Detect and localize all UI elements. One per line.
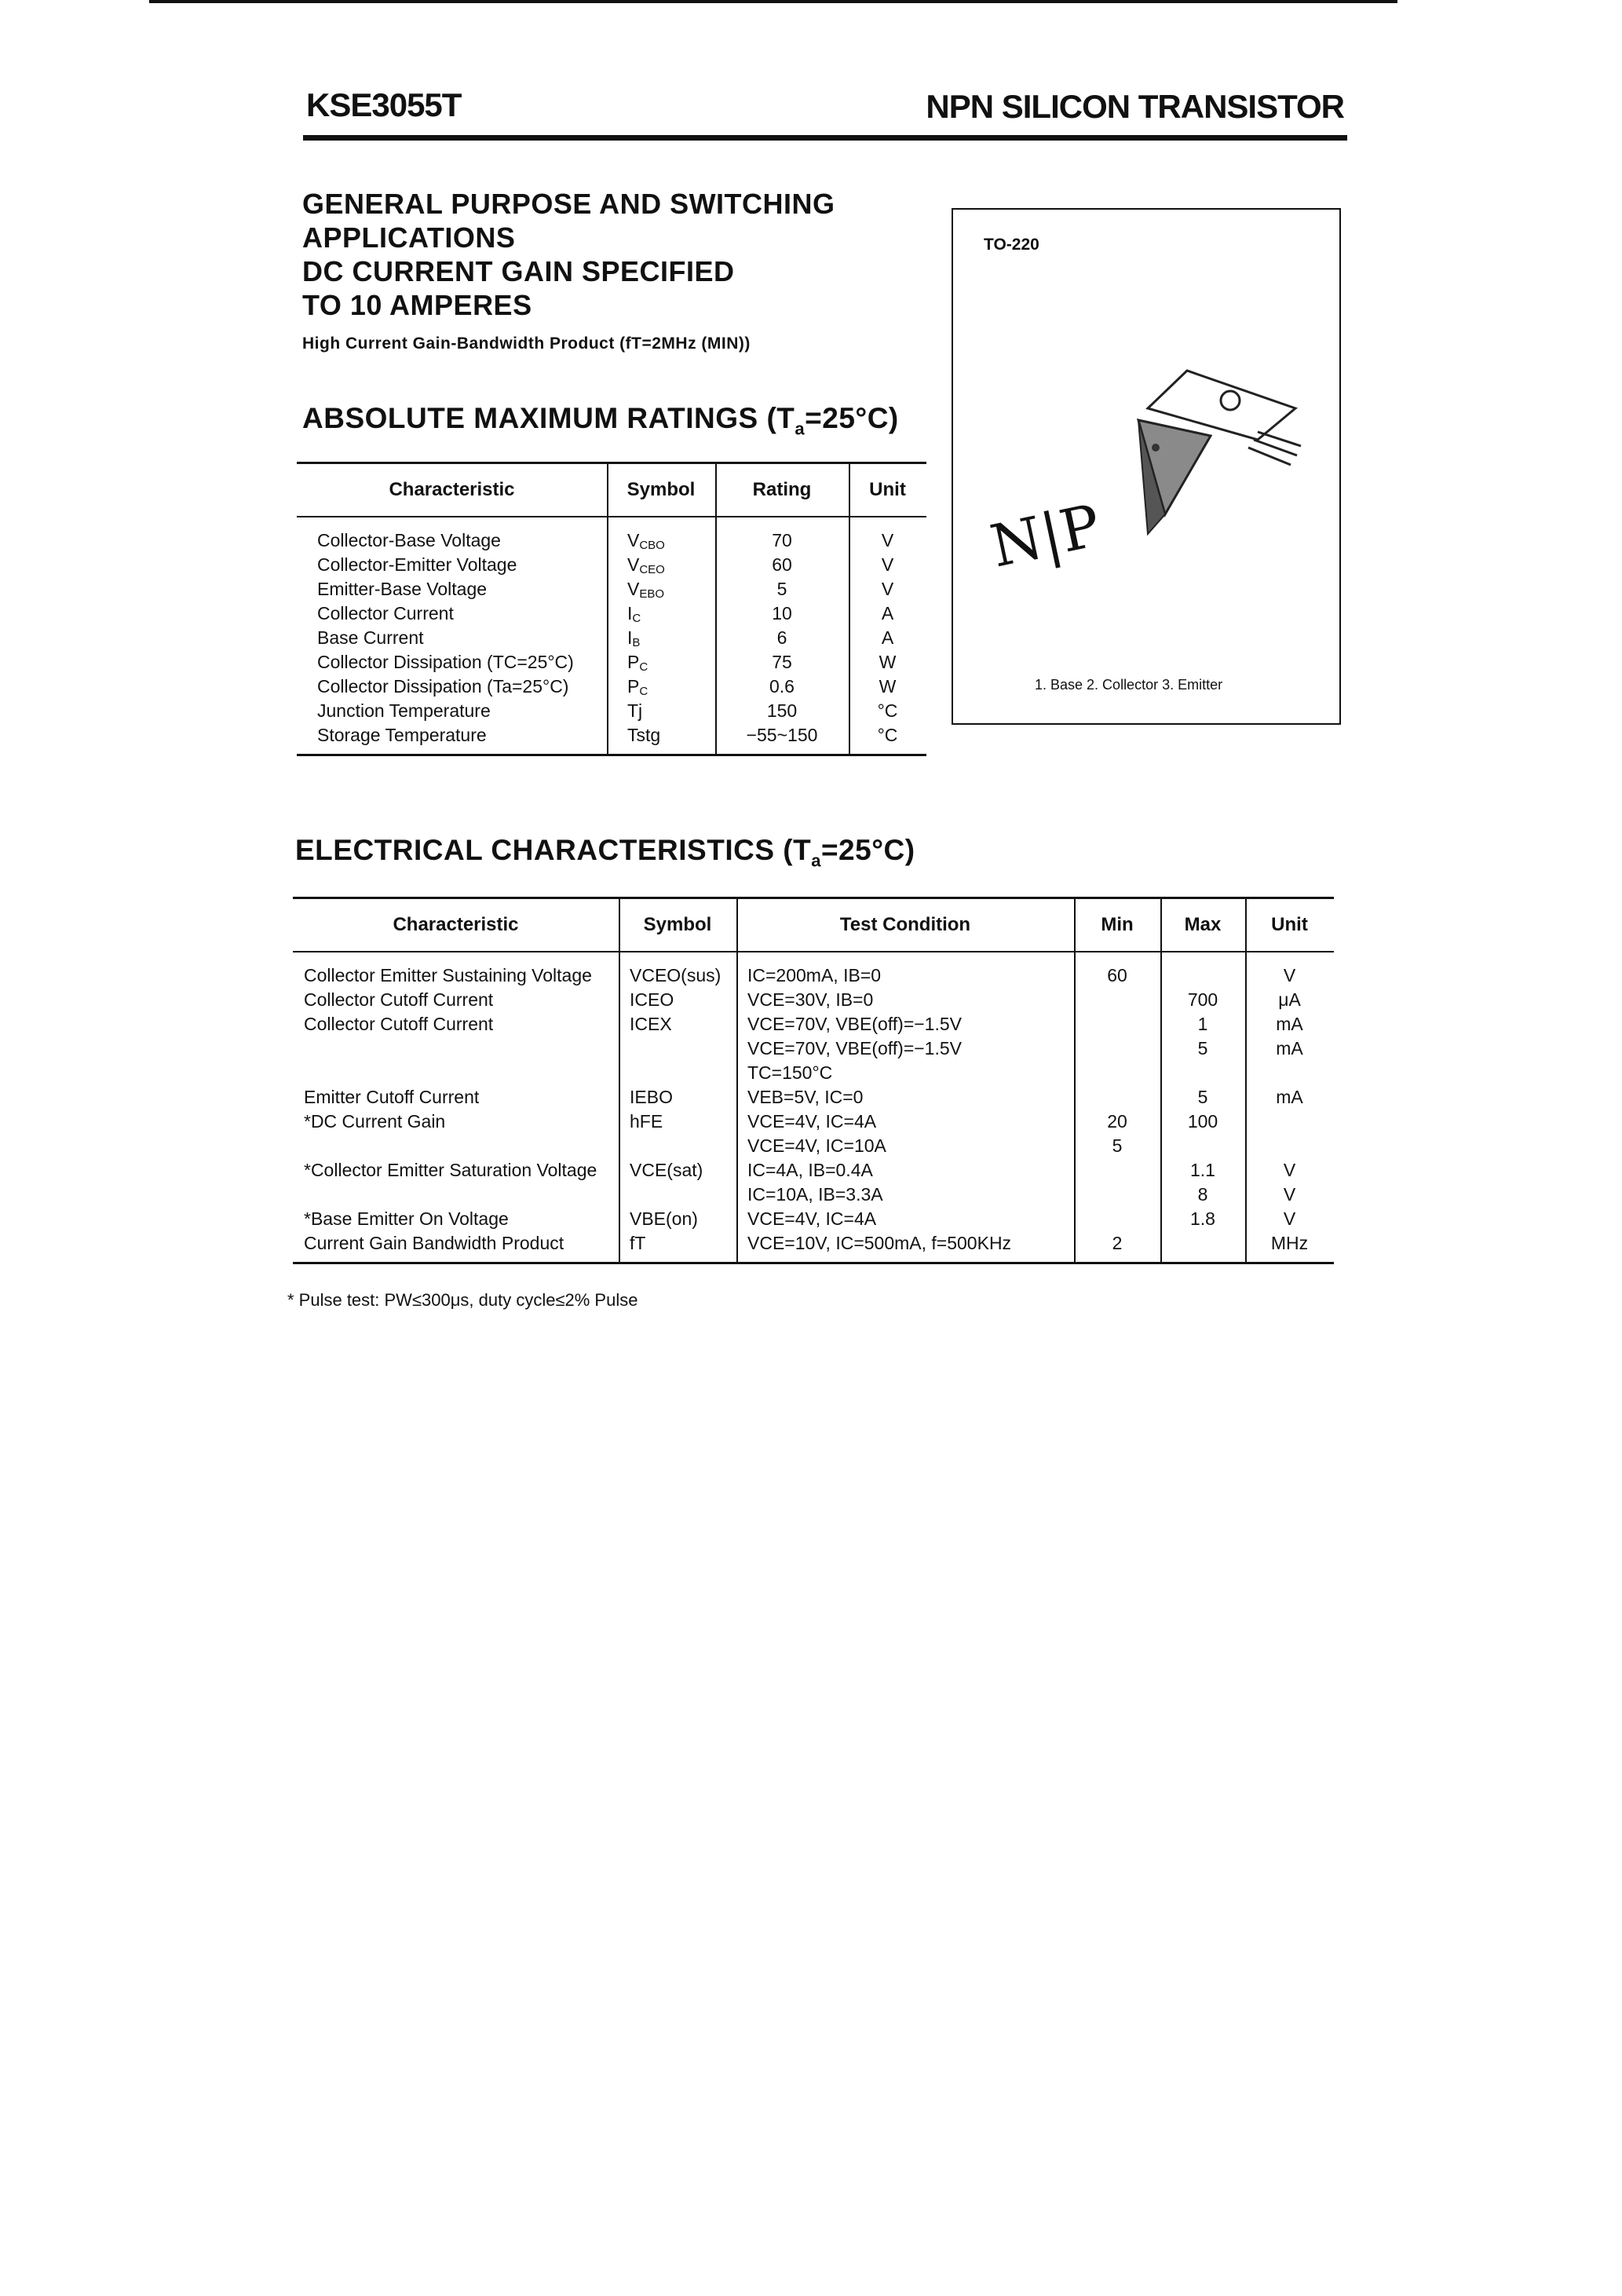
cell-characteristic: Collector Dissipation (TC=25°C) <box>317 652 574 672</box>
column-separator <box>715 464 717 754</box>
cell-symbol: VCEO(sus) <box>630 965 721 985</box>
top-rule <box>149 0 1397 3</box>
header-symbol: Symbol <box>627 479 696 500</box>
features <box>302 187 835 353</box>
header-unit: Unit <box>1271 914 1308 935</box>
cell-characteristic: Collector-Base Voltage <box>317 530 501 550</box>
cell-min: 5 <box>1112 1135 1123 1156</box>
column-separator <box>849 464 850 754</box>
cell-symbol: hFE <box>630 1111 663 1132</box>
cell-symbol: ICEX <box>630 1014 672 1034</box>
table-row <box>297 577 926 601</box>
cell-symbol: VBE(on) <box>630 1208 698 1229</box>
cell-unit: W <box>879 652 897 672</box>
cell-characteristic: Collector Cutoff Current <box>304 989 494 1010</box>
cell-rating: 10 <box>772 603 792 623</box>
abs-max-title-main: ABSOLUTE MAXIMUM RATINGS (T <box>302 402 795 434</box>
device-type: NPN SILICON TRANSISTOR <box>926 88 1344 125</box>
cell-max: 1.1 <box>1190 1160 1215 1180</box>
cell-symbol <box>607 723 715 748</box>
cell-unit: °C <box>877 725 898 745</box>
table-row <box>297 650 926 675</box>
cell-min <box>1074 1183 1160 1207</box>
symbol-main: V <box>627 554 640 575</box>
column-separator <box>736 899 738 1262</box>
cell-unit: A <box>881 603 894 623</box>
table-row <box>293 1061 1334 1085</box>
feature-note: High Current Gain-Bandwidth Product (fT=2MHz (MIN)) <box>302 335 751 353</box>
cell-max: 700 <box>1187 989 1218 1010</box>
cell-characteristic: Junction Temperature <box>317 700 491 721</box>
cell-characteristic <box>293 1183 619 1207</box>
header-max: Max <box>1184 914 1222 935</box>
cell-min <box>1074 1085 1160 1110</box>
cell-test-condition: VCE=30V, IB=0 <box>747 989 874 1010</box>
cell-max: 5 <box>1197 1087 1208 1107</box>
cell-symbol <box>607 699 715 723</box>
cell-unit: mA <box>1276 1038 1303 1058</box>
cell-unit <box>1245 1134 1334 1158</box>
symbol-main: I <box>627 603 633 623</box>
abs-max-title-sub: a <box>795 419 806 439</box>
table-row <box>293 1134 1334 1158</box>
header-test-condition: Test Condition <box>839 914 971 935</box>
elec-table <box>293 897 1334 1264</box>
footnote: * Pulse test: PW≤300μs, duty cycle≤2% Pulse <box>287 1290 638 1310</box>
cell-min <box>1074 1158 1160 1183</box>
package-name: TO-220 <box>984 236 1039 254</box>
symbol-main: P <box>627 676 640 696</box>
symbol-sub: C <box>639 660 648 674</box>
elec-title <box>295 834 915 871</box>
cell-symbol <box>607 528 715 553</box>
cell-symbol <box>607 601 715 626</box>
symbol-main: P <box>627 652 640 672</box>
cell-symbol: ICEO <box>630 989 674 1010</box>
table-row <box>293 988 1334 1012</box>
table-row <box>293 1012 1334 1036</box>
column-separator <box>1245 899 1247 1262</box>
table-row <box>297 626 926 650</box>
symbol-main: V <box>627 579 640 599</box>
cell-unit: V <box>881 579 894 599</box>
cell-min <box>1074 1036 1160 1061</box>
cell-max: 8 <box>1197 1184 1208 1205</box>
cell-test-condition: VCE=4V, IC=10A <box>747 1135 886 1156</box>
feature-line: APPLICATIONS <box>302 221 516 254</box>
cell-characteristic: Storage Temperature <box>317 725 487 745</box>
feature-line: DC CURRENT GAIN SPECIFIED <box>302 255 735 287</box>
cell-characteristic: Collector Emitter Sustaining Voltage <box>304 965 592 985</box>
table-row <box>293 1183 1334 1207</box>
cell-symbol <box>619 1036 736 1061</box>
cell-min <box>1074 1012 1160 1036</box>
cell-symbol <box>607 650 715 675</box>
cell-test-condition: IC=4A, IB=0.4A <box>747 1160 873 1180</box>
cell-symbol <box>607 553 715 577</box>
table-row <box>297 601 926 626</box>
cell-unit: μA <box>1278 989 1301 1010</box>
cell-unit: V <box>1283 965 1296 985</box>
cell-rating: 0.6 <box>769 676 795 696</box>
symbol-main: Tstg <box>627 725 661 745</box>
header-min: Min <box>1101 914 1134 935</box>
cell-test-condition: VCE=70V, VBE(off)=−1.5V <box>747 1038 962 1058</box>
table-row <box>297 675 926 699</box>
cell-rating: 70 <box>772 530 792 550</box>
cell-test-condition: TC=150°C <box>747 1062 833 1083</box>
cell-symbol: IEBO <box>630 1087 673 1107</box>
cell-symbol <box>607 675 715 699</box>
cell-test-condition: VEB=5V, IC=0 <box>747 1087 864 1107</box>
cell-min: 60 <box>1107 965 1127 985</box>
cell-min: 20 <box>1107 1111 1127 1132</box>
cell-characteristic: Collector Dissipation (Ta=25°C) <box>317 676 569 696</box>
abs-max-body <box>297 517 926 754</box>
cell-min <box>1074 988 1160 1012</box>
cell-characteristic: Collector Cutoff Current <box>304 1014 494 1034</box>
cell-unit: mA <box>1276 1014 1303 1034</box>
header-rating: Rating <box>752 479 812 500</box>
cell-symbol <box>619 1183 736 1207</box>
symbol-sub: C <box>639 685 648 698</box>
symbol-sub: B <box>632 636 641 649</box>
cell-min: 2 <box>1112 1233 1123 1253</box>
elec-title-end: =25°C) <box>820 834 915 866</box>
pin-assignment: 1. Base 2. Collector 3. Emitter <box>1035 677 1223 693</box>
cell-test-condition: IC=200mA, IB=0 <box>747 965 882 985</box>
cell-rating: 60 <box>772 554 792 575</box>
abs-max-title <box>302 402 899 439</box>
cell-characteristic <box>293 1061 619 1085</box>
abs-max-title-end: =25°C) <box>805 402 899 434</box>
table-row <box>293 1231 1334 1256</box>
cell-max: 100 <box>1187 1111 1218 1132</box>
cell-rating: 5 <box>776 579 787 599</box>
cell-rating: 75 <box>772 652 792 672</box>
table-row <box>297 528 926 553</box>
abs-max-table <box>297 462 926 756</box>
cell-characteristic: Emitter Cutoff Current <box>304 1087 480 1107</box>
cell-unit: V <box>1283 1208 1296 1229</box>
symbol-main: Tj <box>627 700 643 721</box>
cell-characteristic: Emitter-Base Voltage <box>317 579 488 599</box>
table-row <box>293 1110 1334 1134</box>
cell-characteristic: Collector Current <box>317 603 454 623</box>
cell-rating: 150 <box>766 700 798 721</box>
cell-characteristic <box>293 1134 619 1158</box>
cell-characteristic: Collector-Emitter Voltage <box>317 554 517 575</box>
cell-characteristic: *Base Emitter On Voltage <box>304 1208 509 1229</box>
cell-characteristic: *DC Current Gain <box>304 1111 446 1132</box>
cell-unit: V <box>1283 1160 1296 1180</box>
cell-unit <box>1245 1110 1334 1134</box>
cell-unit: V <box>881 530 894 550</box>
cell-max: 1.8 <box>1190 1208 1215 1229</box>
elec-title-main: ELECTRICAL CHARACTERISTICS (T <box>295 834 812 866</box>
cell-symbol <box>607 626 715 650</box>
table-row <box>297 699 926 723</box>
header-characteristic: Characteristic <box>389 479 515 500</box>
cell-min <box>1074 1207 1160 1231</box>
cell-max: 1 <box>1197 1014 1208 1034</box>
cell-characteristic: Current Gain Bandwidth Product <box>304 1233 564 1253</box>
cell-test-condition: VCE=70V, VBE(off)=−1.5V <box>747 1014 962 1034</box>
cell-max <box>1160 1134 1245 1158</box>
header-rule <box>303 135 1347 141</box>
column-separator <box>1074 899 1076 1262</box>
table-row <box>293 1085 1334 1110</box>
header-symbol: Symbol <box>643 914 712 935</box>
cell-rating: 6 <box>776 627 787 648</box>
header-characteristic: Characteristic <box>393 914 519 935</box>
cell-max <box>1160 1231 1245 1256</box>
cell-symbol <box>607 577 715 601</box>
column-separator <box>1160 899 1162 1262</box>
cell-test-condition: IC=10A, IB=3.3A <box>747 1184 883 1205</box>
elec-title-sub: a <box>811 850 821 871</box>
symbol-sub: EBO <box>639 587 665 601</box>
cell-max <box>1160 963 1245 988</box>
cell-unit: V <box>1283 1184 1296 1205</box>
symbol-sub: C <box>632 612 641 625</box>
cell-test-condition: VCE=4V, IC=4A <box>747 1208 877 1229</box>
cell-test-condition: VCE=10V, IC=500mA, f=500KHz <box>747 1233 1012 1253</box>
cell-max <box>1160 1061 1245 1085</box>
cell-unit: A <box>881 627 894 648</box>
symbol-sub: CBO <box>639 539 665 552</box>
feature-line: GENERAL PURPOSE AND SWITCHING <box>302 188 835 220</box>
cell-characteristic: Base Current <box>317 627 424 648</box>
cell-symbol <box>619 1134 736 1158</box>
table-row <box>297 723 926 748</box>
elec-header-row <box>293 899 1334 952</box>
cell-unit: mA <box>1276 1087 1303 1107</box>
handwritten-note: N|P <box>985 492 1106 581</box>
symbol-sub: CEO <box>639 563 665 576</box>
cell-unit: V <box>881 554 894 575</box>
table-row <box>293 1036 1334 1061</box>
cell-characteristic <box>293 1036 619 1061</box>
elec-body <box>293 952 1334 1262</box>
feature-line: TO 10 AMPERES <box>302 289 532 321</box>
symbol-main: V <box>627 530 640 550</box>
cell-symbol <box>619 1061 736 1085</box>
cell-unit: MHz <box>1270 1233 1309 1253</box>
abs-max-header-row <box>297 464 926 517</box>
column-separator <box>619 899 620 1262</box>
cell-symbol: fT <box>630 1233 646 1253</box>
cell-rating: −55~150 <box>746 725 818 745</box>
symbol-main: I <box>627 627 633 648</box>
column-separator <box>607 464 608 754</box>
cell-symbol: VCE(sat) <box>630 1160 703 1180</box>
table-row <box>293 1207 1334 1231</box>
cell-characteristic: *Collector Emitter Saturation Voltage <box>304 1160 597 1180</box>
header-unit: Unit <box>869 479 906 500</box>
table-row <box>297 553 926 577</box>
part-number: KSE3055T <box>306 86 462 123</box>
cell-unit: °C <box>877 700 898 721</box>
cell-min <box>1074 1061 1160 1085</box>
cell-test-condition: VCE=4V, IC=4A <box>747 1111 877 1132</box>
table-row <box>293 963 1334 988</box>
table-row <box>293 1158 1334 1183</box>
cell-max: 5 <box>1197 1038 1208 1058</box>
cell-unit: W <box>879 676 897 696</box>
cell-unit <box>1245 1061 1334 1085</box>
